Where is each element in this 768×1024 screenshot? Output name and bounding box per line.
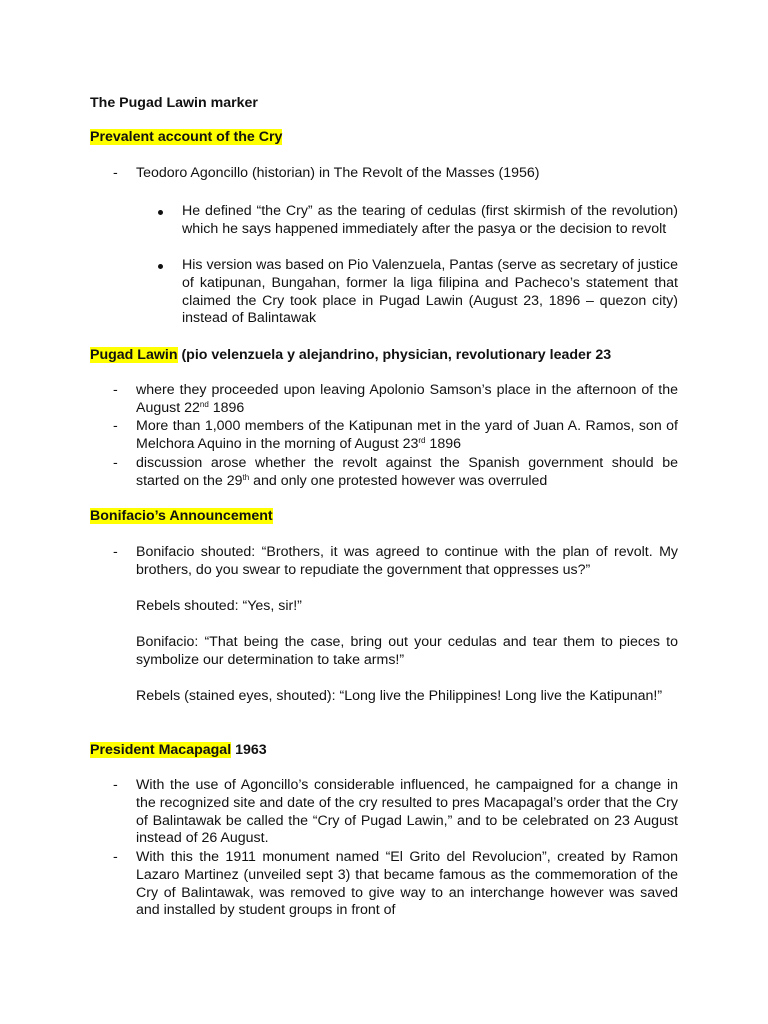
bullet-text: His version was based on Pio Valenzuela, Pantas (serve as secretary of justice of katipunan, Bungahan, former la liga filipina and Pacheco’s statement that claimed the Cry took place in Pugad Lawin (August 23, 1896 – quezon city) instead of Balintawak bbox=[182, 257, 678, 327]
list-item-text: With the use of Agoncillo’s considerable influenced, he campaigned for a change in the recognized site and date of the cry resulted to pres Macapagal’s order that the Cry of Balintawak be called the “Cry of Pugad Lawin,” and to be celebrated on 23 August instead of 26 August. bbox=[136, 777, 678, 847]
list-item bbox=[113, 418, 678, 454]
heading-rest: 1963 bbox=[231, 742, 267, 758]
section-heading-pugad-lawin bbox=[90, 347, 611, 364]
list-item-text: Teodoro Agoncillo (historian) in The Revolt of the Masses (1956) bbox=[136, 165, 540, 181]
section-heading-prevalent bbox=[90, 129, 282, 146]
dash-marker: - bbox=[113, 165, 118, 181]
bullet-text: He defined “the Cry” as the tearing of cedulas (first skirmish of the revolution) which he says happened immediately after the pasya or the decision to revolt bbox=[182, 203, 678, 237]
bullet-dot bbox=[158, 264, 163, 269]
highlighted-heading: President Macapagal bbox=[90, 742, 232, 758]
section-heading-macapagal bbox=[90, 742, 267, 759]
highlighted-heading: Bonifacio’s Announcement bbox=[90, 508, 273, 524]
heading-rest: (pio velenzuela y alejandrino, physician, revolutionary leader 23 bbox=[177, 347, 612, 363]
dash-marker: - bbox=[113, 382, 118, 398]
list-item-text: Bonifacio shouted: “Brothers, it was agreed to continue with the plan of revolt. My brothers, do you swear to repudiate the government that oppresses us?” bbox=[136, 544, 678, 578]
dash-marker: - bbox=[113, 544, 118, 560]
list-item-text: discussion arose whether the revolt against the Spanish government should be started on the 29th and only one protested however was overruled bbox=[136, 455, 678, 489]
dash-marker: - bbox=[113, 777, 118, 793]
list-item bbox=[113, 165, 678, 183]
quote-paragraph: Rebels (stained eyes, shouted): “Long live the Philippines! Long live the Katipunan!” bbox=[136, 688, 663, 704]
highlighted-heading: Pugad Lawin bbox=[90, 347, 178, 363]
highlighted-heading: Prevalent account of the Cry bbox=[90, 129, 283, 145]
bullet-dot bbox=[158, 210, 163, 215]
quote-paragraph: Bonifacio: “That being the case, bring out your cedulas and tear them to pieces to symbolize our determination to take arms!” bbox=[136, 634, 678, 668]
bullet-item bbox=[158, 257, 678, 328]
quote-paragraph: Rebels shouted: “Yes, sir!” bbox=[136, 598, 302, 614]
list-item bbox=[113, 849, 678, 920]
page-title: The Pugad Lawin marker bbox=[90, 95, 258, 111]
dash-marker: - bbox=[113, 418, 118, 434]
list-item-text: With this the 1911 monument named “El Grito del Revolucion”, created by Ramon Lazaro Martinez (unveiled sept 3) that became famous as the commemoration of the Cry of Balintawak, was removed to give way to an interchange however was saved and installed by student groups in front of bbox=[136, 849, 678, 919]
dash-marker: - bbox=[113, 849, 118, 865]
list-item bbox=[113, 382, 678, 418]
list-item bbox=[113, 455, 678, 491]
dash-marker: - bbox=[113, 455, 118, 471]
list-item bbox=[113, 777, 678, 848]
list-item bbox=[113, 544, 678, 580]
list-item-text: More than 1,000 members of the Katipunan met in the yard of Juan A. Ramos, son of Melchora Aquino in the morning of August 23rd 1896 bbox=[136, 418, 678, 452]
list-item-text: where they proceeded upon leaving Apolonio Samson’s place in the afternoon of the August 22nd 1896 bbox=[136, 382, 678, 416]
bullet-item bbox=[158, 203, 678, 239]
section-heading-bonifacio bbox=[90, 508, 273, 525]
